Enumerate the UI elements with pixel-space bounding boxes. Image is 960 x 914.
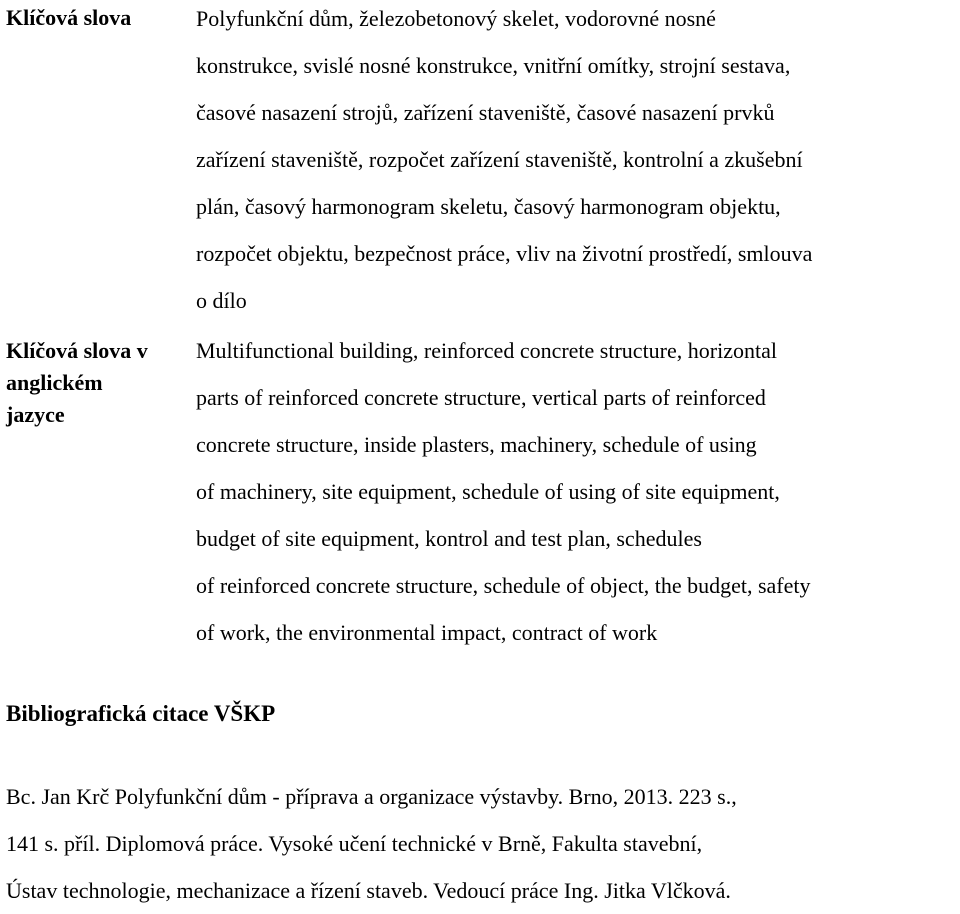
keywords-czech-line: o dílo: [196, 288, 247, 313]
keywords-english-line: of machinery, site equipment, schedule of using of site equipment,: [196, 479, 780, 504]
keywords-english-line: parts of reinforced concrete structure, vertical parts of reinforced: [196, 385, 766, 410]
keywords-english-line: Multifunctional building, reinforced concrete structure, horizontal: [196, 338, 777, 363]
keywords-english-line: concrete structure, inside plasters, machinery, schedule of using: [196, 432, 757, 457]
keywords-czech-label: Klíčová slova: [6, 5, 132, 30]
keywords-czech-line: plán, časový harmonogram skeletu, časový harmonogram objektu,: [196, 194, 781, 219]
citation-heading: Bibliografická citace VŠKP: [6, 701, 276, 726]
citation-line: Ústav technologie, mechanizace a řízení staveb. Vedoucí práce Ing. Jitka Vlčková.: [6, 878, 731, 903]
keywords-english-line: of work, the environmental impact, contract of work: [196, 620, 658, 645]
citation-text: [6, 773, 956, 914]
keywords-english-label-line: Klíčová slova v: [6, 338, 148, 363]
keywords-czech-line: zařízení staveniště, rozpočet zařízení staveniště, kontrolní a zkušební: [196, 147, 803, 172]
citation-line: Bc. Jan Krč Polyfunkční dům - příprava a organizace výstavby. Brno, 2013. 223 s.,: [6, 784, 737, 809]
keywords-english-label: [6, 335, 191, 431]
keywords-english-text: [196, 327, 956, 656]
keywords-czech-line: rozpočet objektu, bezpečnost práce, vliv na životní prostředí, smlouva: [196, 241, 813, 266]
keywords-czech-line: konstrukce, svislé nosné konstrukce, vnitřní omítky, strojní sestava,: [196, 53, 791, 78]
citation-line: 141 s. příl. Diplomová práce. Vysoké učení technické v Brně, Fakulta stavební,: [6, 831, 703, 856]
keywords-english-label-line: anglickém: [6, 370, 103, 395]
keywords-czech-text: [196, 0, 956, 324]
keywords-czech-line: časové nasazení strojů, zařízení staveniště, časové nasazení prvků: [196, 100, 775, 125]
keywords-english-line: of reinforced concrete structure, schedule of object, the budget, safety: [196, 573, 811, 598]
keywords-czech-line: Polyfunkční dům, železobetonový skelet, vodorovné nosné: [196, 6, 716, 31]
keywords-english-line: budget of site equipment, kontrol and test plan, schedules: [196, 526, 702, 551]
keywords-english-label-line: jazyce: [6, 402, 65, 427]
